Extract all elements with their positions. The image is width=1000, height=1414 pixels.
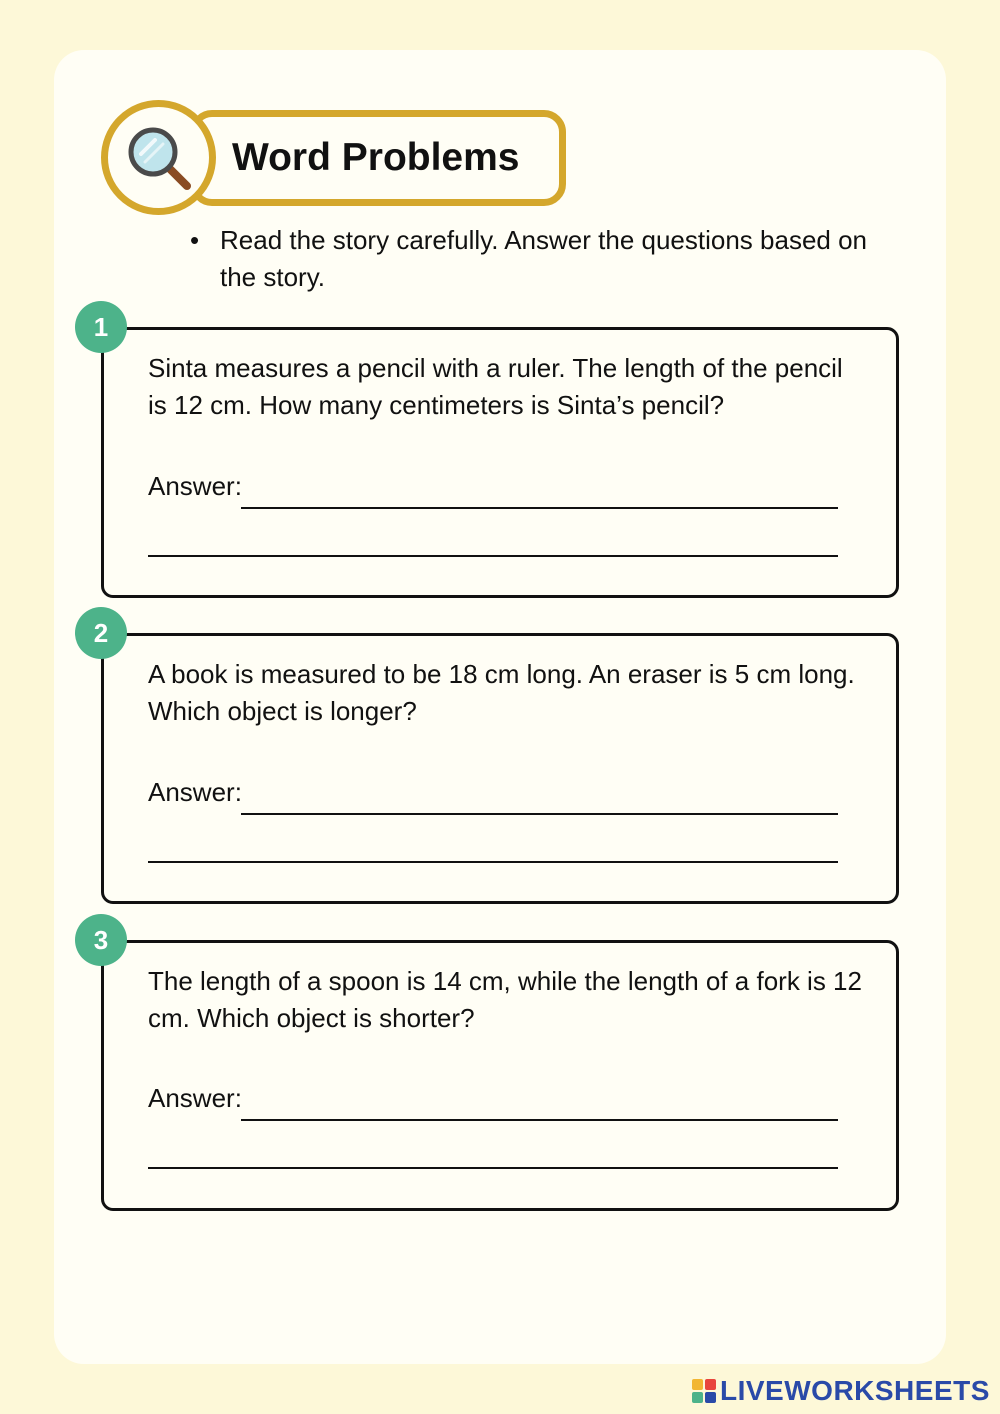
question-number-badge-3: 3 — [75, 914, 127, 966]
liveworksheets-logo[interactable] — [692, 1374, 990, 1408]
question-text-1: Sinta measures a pencil with a ruler. The length of the pencil is 12 cm. How many centimeters is Sinta’s pencil? — [148, 353, 843, 420]
liveworksheets-logo-icon — [692, 1379, 716, 1403]
title-icon-circle — [101, 100, 216, 215]
instructions-text: Read the story carefully. Answer the questions based on the story. — [220, 225, 868, 292]
question-text-2: A book is measured to be 18 cm long. An eraser is 5 cm long. Which object is longer? — [148, 659, 855, 726]
answer-line-2b[interactable] — [148, 861, 838, 863]
answer-line-3a[interactable] — [241, 1119, 838, 1121]
question-number-badge-2: 2 — [75, 607, 127, 659]
page-title: Word Problems — [232, 136, 520, 179]
question-number-badge-1: 1 — [75, 301, 127, 353]
magnifying-glass-icon — [125, 124, 195, 194]
answer-line-1b[interactable] — [148, 555, 838, 557]
answer-label-2: Answer: — [148, 777, 242, 807]
answer-line-2a[interactable] — [241, 813, 838, 815]
instructions — [190, 222, 890, 296]
answer-line-1a[interactable] — [241, 507, 838, 509]
answer-label-3: Answer: — [148, 1083, 242, 1113]
bullet-point: • — [190, 225, 200, 255]
question-text-3: The length of a spoon is 14 cm, while the length of a fork is 12 cm. Which object is shorter? — [148, 966, 862, 1033]
question-card-1 — [101, 327, 899, 598]
logo-text: LIVEWORKSHEETS — [720, 1375, 990, 1406]
answer-line-3b[interactable] — [148, 1167, 838, 1169]
answer-label-1: Answer: — [148, 471, 242, 501]
question-card-2 — [101, 633, 899, 904]
question-card-3 — [101, 940, 899, 1211]
